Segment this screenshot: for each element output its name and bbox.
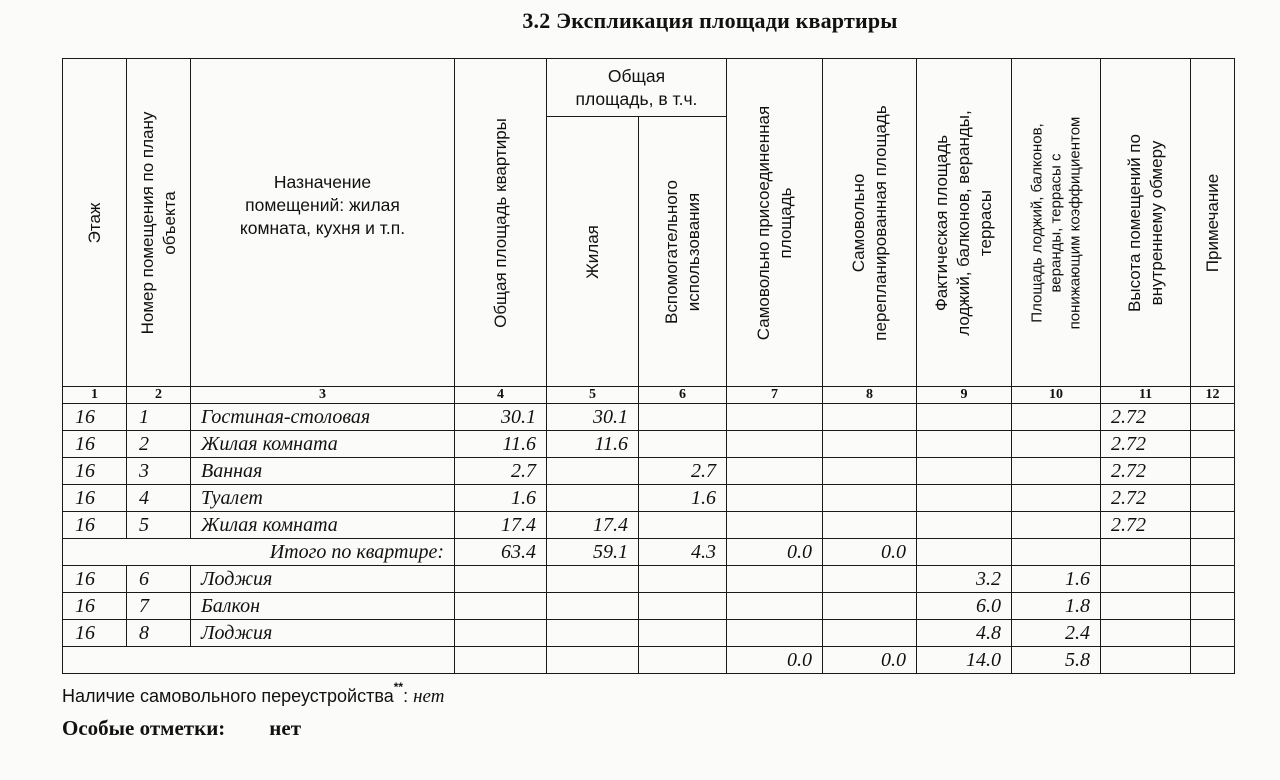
column-number: 6 <box>639 387 727 404</box>
header-purpose-line3: комната, кухня и т.п. <box>239 218 406 238</box>
height-cell: 2.72 <box>1101 485 1191 512</box>
actual-balcony-area-cell: 4.8 <box>917 620 1012 647</box>
floor-cell: 16 <box>63 458 127 485</box>
page-title: 3.2 Экспликация площади квартиры <box>522 8 898 33</box>
apartment-total-row <box>63 539 1235 566</box>
living-area-cell <box>547 485 639 512</box>
header-auxiliary <box>639 117 727 387</box>
aux-area-cell: 1.6 <box>639 485 727 512</box>
balcony-total-actual: 14.0 <box>917 647 1012 674</box>
header-height <box>1101 59 1191 387</box>
header-aux-line1: Вспомогательного <box>661 179 681 324</box>
room-name-cell: Лоджия <box>191 620 455 647</box>
room-number-cell: 2 <box>127 431 191 458</box>
header-room-number-line2: объекта <box>159 190 179 255</box>
header-note-text: Примечание <box>1202 173 1222 272</box>
header-living-text: Жилая <box>582 224 602 279</box>
coef-balcony-area-cell: 1.8 <box>1012 593 1101 620</box>
apartment-total-area: 63.4 <box>455 539 547 566</box>
floor-cell: 16 <box>63 620 127 647</box>
room-name-cell: Гостиная-столовая <box>191 404 455 431</box>
floor-cell: 16 <box>63 485 127 512</box>
column-number: 8 <box>823 387 917 404</box>
floor-cell: 16 <box>63 404 127 431</box>
special-remarks-value: нет <box>269 716 302 740</box>
header-purpose <box>191 59 455 387</box>
column-number: 11 <box>1101 387 1191 404</box>
reconstruction-note <box>62 680 445 708</box>
header-actual-line2: лоджий, балконов, веранды, <box>954 109 973 336</box>
column-number: 3 <box>191 387 455 404</box>
header-note <box>1191 59 1235 387</box>
footnote-mark: ** <box>393 680 404 694</box>
header-room-number <box>127 59 191 387</box>
header-purpose-line1: Назначение <box>273 172 372 192</box>
header-height-line2: внутреннему обмеру <box>1146 140 1166 305</box>
header-self-replanned-line2: перепланированная площадь <box>870 104 890 341</box>
coef-balcony-area-cell: 1.6 <box>1012 566 1101 593</box>
header-area-including-line1: Общая <box>607 65 666 86</box>
living-area-cell: 30.1 <box>547 404 639 431</box>
balcony-total-self-replanned: 0.0 <box>823 647 917 674</box>
balcony-total-row <box>63 647 1235 674</box>
header-room-number-line1: Номер помещения по плану <box>137 111 157 334</box>
room-number-cell: 8 <box>127 620 191 647</box>
room-number-cell: 1 <box>127 404 191 431</box>
header-coef-balcony-area <box>1012 59 1101 387</box>
floor-cell: 16 <box>63 593 127 620</box>
apartment-total-living: 59.1 <box>547 539 639 566</box>
room-number-cell: 7 <box>127 593 191 620</box>
aux-area-cell <box>639 512 727 539</box>
header-aux-line2: использования <box>683 192 703 311</box>
column-number: 1 <box>63 387 127 404</box>
room-name-cell: Жилая комната <box>191 431 455 458</box>
aux-area-cell: 2.7 <box>639 458 727 485</box>
table-row <box>63 620 1235 647</box>
room-name-cell: Балкон <box>191 593 455 620</box>
room-number-cell: 4 <box>127 485 191 512</box>
header-actual-line3: террасы <box>976 189 995 256</box>
aux-area-cell <box>639 404 727 431</box>
header-coef-line1: Площадь лоджий, балконов, <box>1028 122 1046 323</box>
room-name-cell: Ванная <box>191 458 455 485</box>
balcony-total-self-attached: 0.0 <box>727 647 823 674</box>
apartment-total-self-replanned: 0.0 <box>823 539 917 566</box>
actual-balcony-area-cell: 6.0 <box>917 593 1012 620</box>
aux-area-cell <box>639 431 727 458</box>
room-name-cell: Лоджия <box>191 566 455 593</box>
height-cell: 2.72 <box>1101 431 1191 458</box>
table-row <box>63 566 1235 593</box>
header-purpose-line2: помещений: жилая <box>245 195 400 215</box>
header-height-line1: Высота помещений по <box>1124 133 1144 312</box>
header-total-area-text: Общая площадь квартиры <box>490 117 510 328</box>
column-number: 9 <box>917 387 1012 404</box>
room-number-cell: 3 <box>127 458 191 485</box>
living-area-cell: 17.4 <box>547 512 639 539</box>
header-area-including <box>547 59 727 117</box>
height-cell: 2.72 <box>1101 512 1191 539</box>
column-number: 7 <box>727 387 823 404</box>
balcony-total-coef: 5.8 <box>1012 647 1101 674</box>
header-coef-line2: веранды, террасы с <box>1047 153 1065 293</box>
reconstruction-separator: : <box>403 686 409 706</box>
header-self-attached-line2: площадь <box>775 187 795 258</box>
floor-cell: 16 <box>63 566 127 593</box>
table-row <box>63 512 1235 539</box>
column-numbers-row <box>63 387 1235 404</box>
room-number-cell: 5 <box>127 512 191 539</box>
floor-cell: 16 <box>63 431 127 458</box>
header-coef-line3: понижающим коэффициентом <box>1066 116 1084 329</box>
header-floor-text: Этаж <box>84 202 104 243</box>
column-number: 5 <box>547 387 639 404</box>
header-self-attached <box>727 59 823 387</box>
header-area-including-line2: площадь, в т.ч. <box>575 88 698 109</box>
header-self-replanned <box>823 59 917 387</box>
explication-table <box>62 58 1235 674</box>
total-area-cell: 30.1 <box>455 404 547 431</box>
room-number-cell: 6 <box>127 566 191 593</box>
special-remarks-label: Особые отметки: <box>62 716 226 740</box>
special-remarks <box>62 716 301 741</box>
table-row <box>63 593 1235 620</box>
floor-cell: 16 <box>63 512 127 539</box>
total-area-cell: 1.6 <box>455 485 547 512</box>
column-number: 10 <box>1012 387 1101 404</box>
column-number: 2 <box>127 387 191 404</box>
apartment-total-label: Итого по квартире: <box>63 539 455 566</box>
height-cell: 2.72 <box>1101 404 1191 431</box>
apartment-total-self-attached: 0.0 <box>727 539 823 566</box>
room-name-cell: Жилая комната <box>191 512 455 539</box>
total-area-cell: 11.6 <box>455 431 547 458</box>
header-self-attached-line1: Самовольно присоединенная <box>753 105 773 340</box>
actual-balcony-area-cell: 3.2 <box>917 566 1012 593</box>
header-actual-line1: Фактическая площадь <box>932 134 951 311</box>
apartment-total-aux: 4.3 <box>639 539 727 566</box>
table-row <box>63 431 1235 458</box>
coef-balcony-area-cell: 2.4 <box>1012 620 1101 647</box>
living-area-cell <box>547 458 639 485</box>
column-number: 4 <box>455 387 547 404</box>
table-row <box>63 458 1235 485</box>
total-area-cell: 2.7 <box>455 458 547 485</box>
header-total-area <box>455 59 547 387</box>
height-cell: 2.72 <box>1101 458 1191 485</box>
header-actual-balcony-area <box>917 59 1012 387</box>
living-area-cell: 11.6 <box>547 431 639 458</box>
header-self-replanned-line1: Самовольно <box>848 173 868 272</box>
table-row <box>63 485 1235 512</box>
header-living <box>547 117 639 387</box>
column-number: 12 <box>1191 387 1235 404</box>
header-floor <box>63 59 127 387</box>
total-area-cell: 17.4 <box>455 512 547 539</box>
room-name-cell: Туалет <box>191 485 455 512</box>
reconstruction-value: нет <box>413 686 445 707</box>
reconstruction-label: Наличие самовольного переустройства <box>62 686 394 706</box>
table-row <box>63 404 1235 431</box>
